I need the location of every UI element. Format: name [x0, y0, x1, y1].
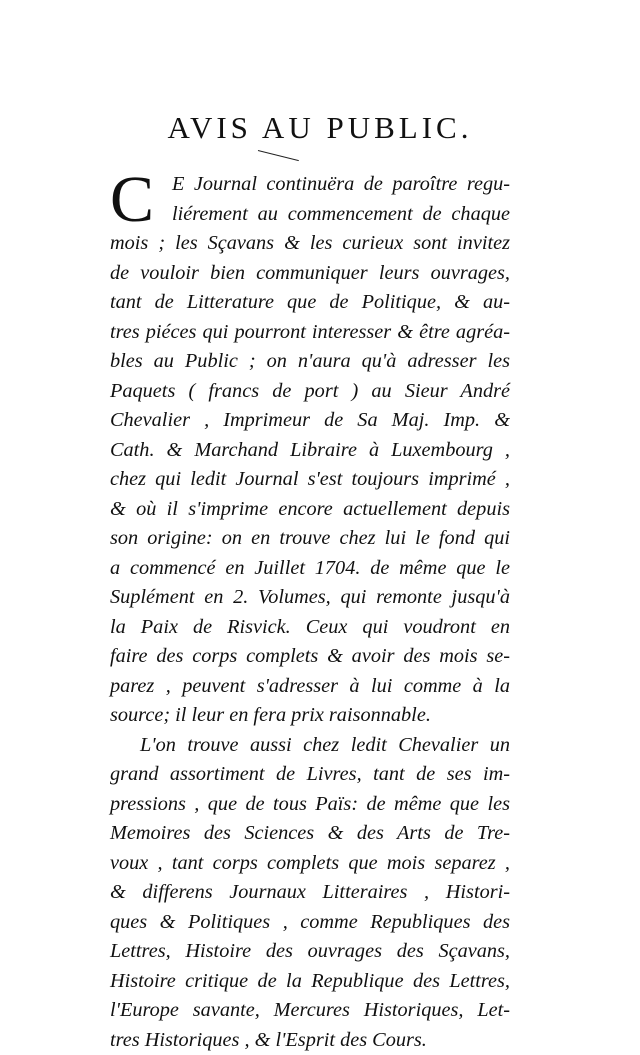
text-line: Paquets ( francs de port ) au Sieur André — [110, 377, 510, 407]
text-line: tant de Litterature que de Politique, & au- — [110, 288, 510, 318]
drop-cap-letter: C — [110, 172, 154, 228]
text-line: chez qui ledit Journal s'est toujours imprimé , — [110, 465, 510, 495]
text-line: E Journal continuëra de paroître regu- — [110, 170, 510, 200]
text-line: de vouloir bien communiquer leurs ouvrages, — [110, 259, 510, 289]
text-line: Lettres, Histoire des ouvrages des Sçavans, — [110, 937, 510, 967]
text-line: Chevalier , Imprimeur de Sa Maj. Imp. & — [110, 406, 510, 436]
text-line: source; il leur en fera prix raisonnable. — [110, 701, 510, 731]
text-line: faire des corps complets & avoir des mois se- — [110, 642, 510, 672]
text-line: Cath. & Marchand Libraire à Luxembourg , — [110, 436, 510, 466]
paragraph-1 — [110, 170, 510, 731]
text-line: la Paix de Risvick. Ceux qui voudront en — [110, 613, 510, 643]
notice-body — [110, 170, 510, 1055]
text-line: grand assortiment de Livres, tant de ses im- — [110, 760, 510, 790]
page-title: AVIS AU PUBLIC. — [0, 110, 640, 146]
text-line: & où il s'imprime encore actuellement depuis — [110, 495, 510, 525]
text-line: Memoires des Sciences & des Arts de Tre- — [110, 819, 510, 849]
text-line: Suplément en 2. Volumes, qui remonte jusqu'à — [110, 583, 510, 613]
text-line: parez , peuvent s'adresser à lui comme à la — [110, 672, 510, 702]
text-line: mois ; les Sçavans & les curieux sont invitez — [110, 229, 510, 259]
text-line: ques & Politiques , comme Republiques des — [110, 908, 510, 938]
text-line: tres Historiques , & l'Esprit des Cours. — [110, 1026, 510, 1055]
text-line: l'Europe savante, Mercures Historiques, Let- — [110, 996, 510, 1026]
text-line: son origine: on en trouve chez lui le fond qui — [110, 524, 510, 554]
text-line: pressions , que de tous Païs: de même que les — [110, 790, 510, 820]
title-underline-mark — [258, 150, 299, 161]
text-line: liérement au commencement de chaque — [110, 200, 510, 230]
text-line: voux , tant corps complets que mois separez , — [110, 849, 510, 879]
text-line: L'on trouve aussi chez ledit Chevalier un — [110, 731, 510, 761]
text-line: bles au Public ; on n'aura qu'à adresser les — [110, 347, 510, 377]
text-line: Histoire critique de la Republique des Lettres, — [110, 967, 510, 997]
paragraph-2 — [110, 731, 510, 1055]
text-line: & differens Journaux Litteraires , Histori- — [110, 878, 510, 908]
text-line: tres piéces qui pourront interesser & être agréa- — [110, 318, 510, 348]
text-line: a commencé en Juillet 1704. de même que le — [110, 554, 510, 584]
